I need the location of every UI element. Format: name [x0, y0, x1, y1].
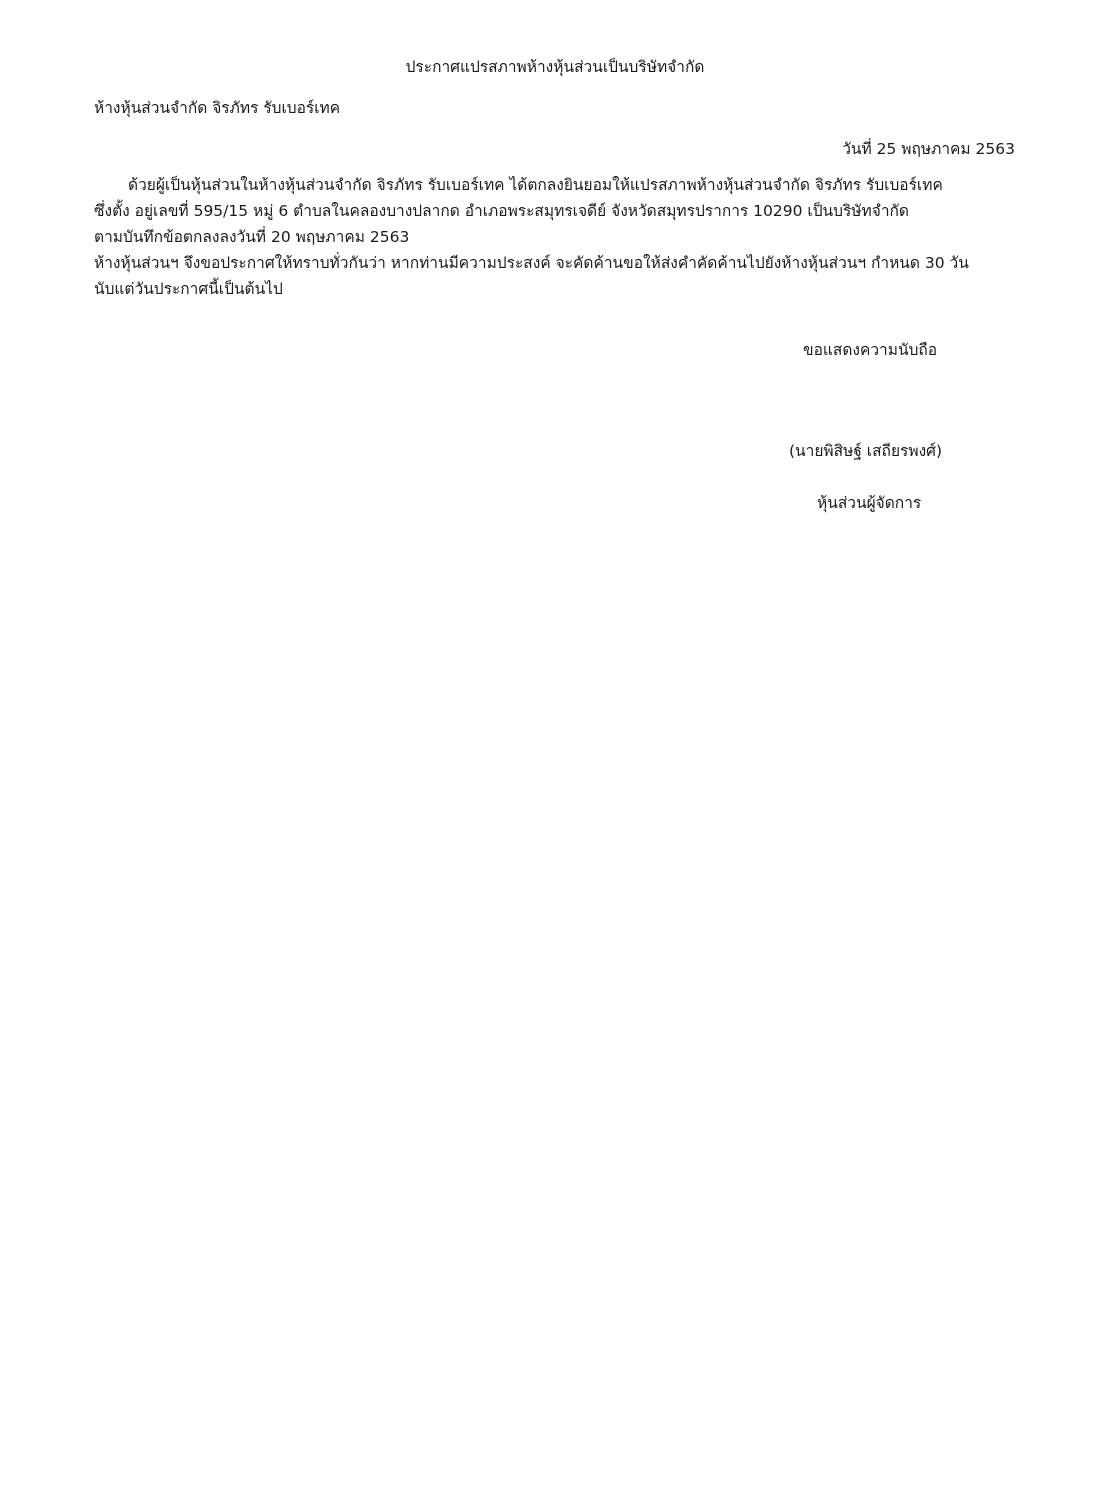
body-line: ห้างหุ้นส่วนฯ จึงขอประกาศให้ทราบทั่วกันว่า หากท่านมีความประสงค์ จะคัดค้านขอให้ส่งคำคัดค้านไปยังห้างหุ้นส่วนฯ กำหนด 30 วัน [94, 254, 969, 272]
body-line: ซึ่งตั้ง อยู่เลขที่ 595/15 หมู่ 6 ตำบลในคลองบางปลากด อำเภอพระสมุทรเจดีย์ จังหวัดสมุทรปราการ 10290 เป็นบริษัทจำกัด [94, 202, 909, 220]
document-date: วันที่ 25 พฤษภาคม 2563 [842, 140, 1015, 158]
body-line: ด้วยผู้เป็นหุ้นส่วนในห้างหุ้นส่วนจำกัด จิรภัทร รับเบอร์เทค ได้ตกลงยินยอมให้แปรสภาพห้างหุ้นส่วนจำกัด จิรภัทร รับเบอร์เทค [128, 176, 943, 194]
signer-title: หุ้นส่วนผู้จัดการ [817, 494, 922, 512]
company-name: ห้างหุ้นส่วนจำกัด จิรภัทร รับเบอร์เทค [94, 99, 341, 117]
body-line: นับแต่วันประกาศนี้เป็นต้นไป [94, 280, 283, 298]
body-line: ตามบันทึกข้อตกลงลงวันที่ 20 พฤษภาคม 2563 [94, 228, 410, 246]
signer-name: (นายพิสิษฐ์ เสถียรพงศ์) [789, 442, 943, 460]
document-title: ประกาศแปรสภาพห้างหุ้นส่วนเป็นบริษัทจำกัด [405, 58, 705, 76]
closing-salutation: ขอแสดงความนับถือ [803, 341, 938, 359]
